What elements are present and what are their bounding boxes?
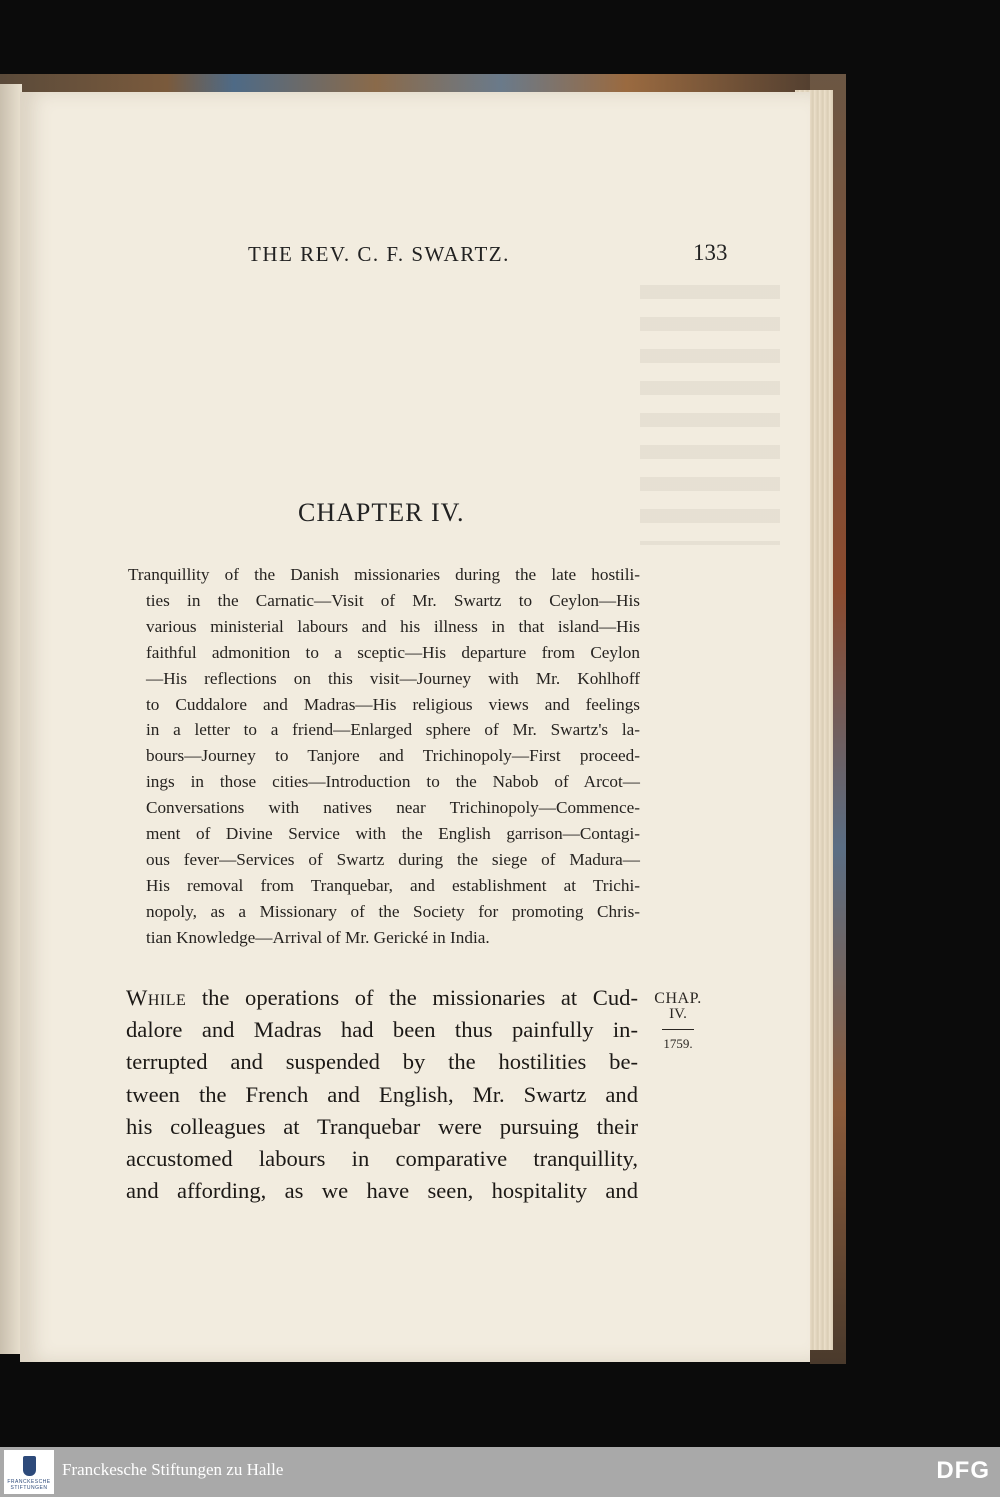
margin-note-number: IV.	[669, 1006, 687, 1022]
margin-note-year: 1759.	[663, 1036, 693, 1051]
body-paragraph	[126, 982, 638, 1207]
body-line: his colleagues at Tranquebar were pursuing their	[126, 1113, 638, 1139]
synopsis-line: in a letter to a friend—Enlarged sphere of Mr. Swartz's la-	[146, 720, 640, 740]
margin-note-chap: CHAP.	[654, 990, 702, 1007]
synopsis-line: ment of Divine Service with the English garrison—Contagi-	[146, 824, 640, 844]
body-line: dalore and Madras had been thus painfully in-	[126, 1017, 638, 1043]
margin-note-rule	[662, 1029, 694, 1030]
body-line: accustomed labours in comparative tranquillity,	[126, 1146, 638, 1172]
synopsis-line: various ministerial labours and his illness in that island—His	[146, 616, 640, 636]
synopsis-line: Conversations with natives near Trichinopoly—Commence-	[146, 798, 640, 818]
body-line	[126, 982, 638, 1014]
logo-text: FRANCKESCHE STIFTUNGEN	[7, 1479, 51, 1491]
synopsis-line: bours—Journey to Tanjore and Trichinopoly—First proceed-	[146, 746, 640, 766]
opening-word: While	[126, 985, 187, 1010]
body-line: terrupted and suspended by the hostilities be-	[126, 1049, 638, 1075]
synopsis-line: —His reflections on this visit—Journey with Mr. Kohlhoff	[146, 668, 640, 688]
footer-institution-name[interactable]: Franckesche Stiftungen zu Halle	[62, 1460, 284, 1479]
viewer-footer-bar	[0, 1447, 1000, 1497]
synopsis-line: ties in the Carnatic—Visit of Mr. Swartz to Ceylon—His	[146, 590, 640, 610]
body-line: and affording, as we have seen, hospitality and	[126, 1178, 638, 1204]
synopsis-line: Tranquillity of the Danish missionaries during the late hostili-	[128, 565, 640, 584]
facing-page-edge	[0, 84, 22, 1354]
margin-note	[652, 990, 704, 1052]
synopsis-line: tian Knowledge—Arrival of Mr. Gerické in India.	[146, 927, 490, 947]
reverse-side-bleed-through	[640, 285, 780, 545]
synopsis-line: nopoly, as a Missionary of the Society for promoting Chris-	[146, 901, 640, 921]
chapter-synopsis	[128, 562, 640, 951]
body-line-text: the operations of the missionaries at Cud-	[186, 985, 638, 1010]
running-head: THE REV. C. F. SWARTZ.	[248, 242, 510, 266]
dfg-logo[interactable]: DFG	[936, 1457, 990, 1484]
synopsis-line: to Cuddalore and Madras—His religious views and feelings	[146, 694, 640, 714]
synopsis-line: ous fever—Services of Swartz during the siege of Madura—	[146, 849, 640, 869]
chapter-title: CHAPTER IV.	[298, 498, 465, 527]
page-number: 133	[693, 240, 728, 265]
franckesche-stiftungen-logo[interactable]	[4, 1450, 54, 1494]
synopsis-line: faithful admonition to a sceptic—His departure from Ceylon	[146, 642, 640, 662]
synopsis-line: His removal from Tranquebar, and establishment at Trichi-	[146, 875, 640, 895]
synopsis-line: ings in those cities—Introduction to the Nabob of Arcot—	[146, 772, 640, 792]
emblem-icon	[23, 1456, 36, 1476]
body-line: tween the French and English, Mr. Swartz and	[126, 1081, 638, 1107]
